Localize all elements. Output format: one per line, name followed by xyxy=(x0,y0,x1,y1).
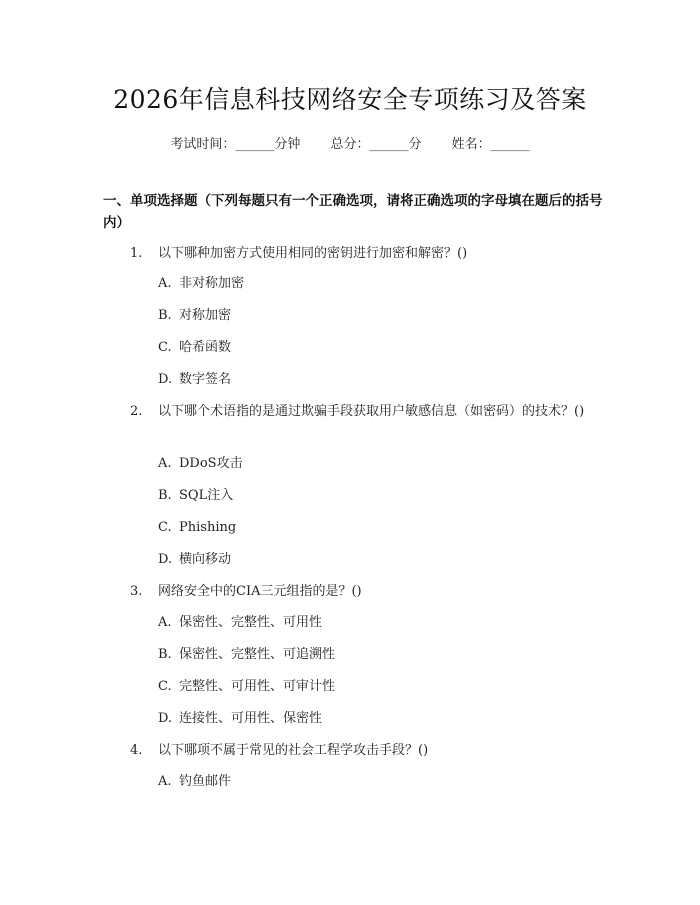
question-number: 4. xyxy=(130,743,143,758)
option-text: 连接性、可用性、保密性 xyxy=(179,711,323,726)
option-letter: D. xyxy=(158,372,173,387)
option-1d xyxy=(158,370,231,390)
exam-time-field: 考试时间：______分钟 xyxy=(170,137,301,152)
question-text: 网络安全中的CIA三元组指的是？() xyxy=(158,584,362,599)
option-3a xyxy=(158,613,322,633)
option-2c xyxy=(158,518,236,538)
option-text: Phishing xyxy=(179,520,237,535)
option-2b xyxy=(158,486,233,506)
question-4 xyxy=(103,740,608,762)
option-text: 横向移动 xyxy=(179,552,232,567)
question-text: 以下哪种加密方式使用相同的密钥进行加密和解密？() xyxy=(158,246,468,261)
option-letter: B. xyxy=(158,647,172,662)
question-text: 以下哪项不属于常见的社会工程学攻击手段？() xyxy=(158,743,429,758)
option-letter: A. xyxy=(158,615,172,630)
option-2d xyxy=(158,550,231,570)
option-3b xyxy=(158,645,335,665)
option-text: 对称加密 xyxy=(179,308,232,323)
option-letter: D. xyxy=(158,552,173,567)
option-text: 数字签名 xyxy=(179,372,232,387)
option-3d xyxy=(158,709,322,729)
option-4a xyxy=(158,772,231,792)
question-number: 1. xyxy=(130,246,143,261)
option-text: 保密性、完整性、可追溯性 xyxy=(179,647,336,662)
option-letter: C. xyxy=(158,520,172,535)
question-3 xyxy=(103,581,608,603)
document-title: 2026年信息科技网络安全专项练习及答案 xyxy=(113,85,587,114)
option-letter: C. xyxy=(158,340,172,355)
option-1c xyxy=(158,338,231,358)
question-2 xyxy=(103,401,608,423)
option-letter: A. xyxy=(158,774,172,789)
option-letter: B. xyxy=(158,308,172,323)
option-1b xyxy=(158,306,231,326)
option-text: 哈希函数 xyxy=(179,340,232,355)
total-score-field: 总分：______分 xyxy=(330,137,422,152)
question-number: 2. xyxy=(130,404,143,419)
section-heading-single-choice: 一、单项选择题（下列每题只有一个正确选项，请将正确选项的字母填在题后的括号内） xyxy=(103,193,603,231)
option-1a xyxy=(158,274,244,294)
question-text: 以下哪个术语指的是通过欺骗手段获取用户敏感信息（如密码）的技术？() xyxy=(158,404,585,419)
option-text: DDoS攻击 xyxy=(179,456,243,471)
option-letter: D. xyxy=(158,711,173,726)
exam-meta xyxy=(0,133,700,152)
option-3c xyxy=(158,677,335,697)
option-letter: C. xyxy=(158,679,172,694)
option-2a xyxy=(158,454,243,474)
option-text: 钓鱼邮件 xyxy=(179,774,232,789)
option-text: SQL注入 xyxy=(179,488,234,503)
option-letter: A. xyxy=(158,276,172,291)
option-text: 保密性、完整性、可用性 xyxy=(179,615,323,630)
option-letter: A. xyxy=(158,456,172,471)
question-number: 3. xyxy=(130,584,143,599)
option-text: 完整性、可用性、可审计性 xyxy=(179,679,336,694)
option-text: 非对称加密 xyxy=(179,276,245,291)
option-letter: B. xyxy=(158,488,172,503)
question-1 xyxy=(103,243,608,265)
name-field: 姓名：______ xyxy=(451,137,530,152)
